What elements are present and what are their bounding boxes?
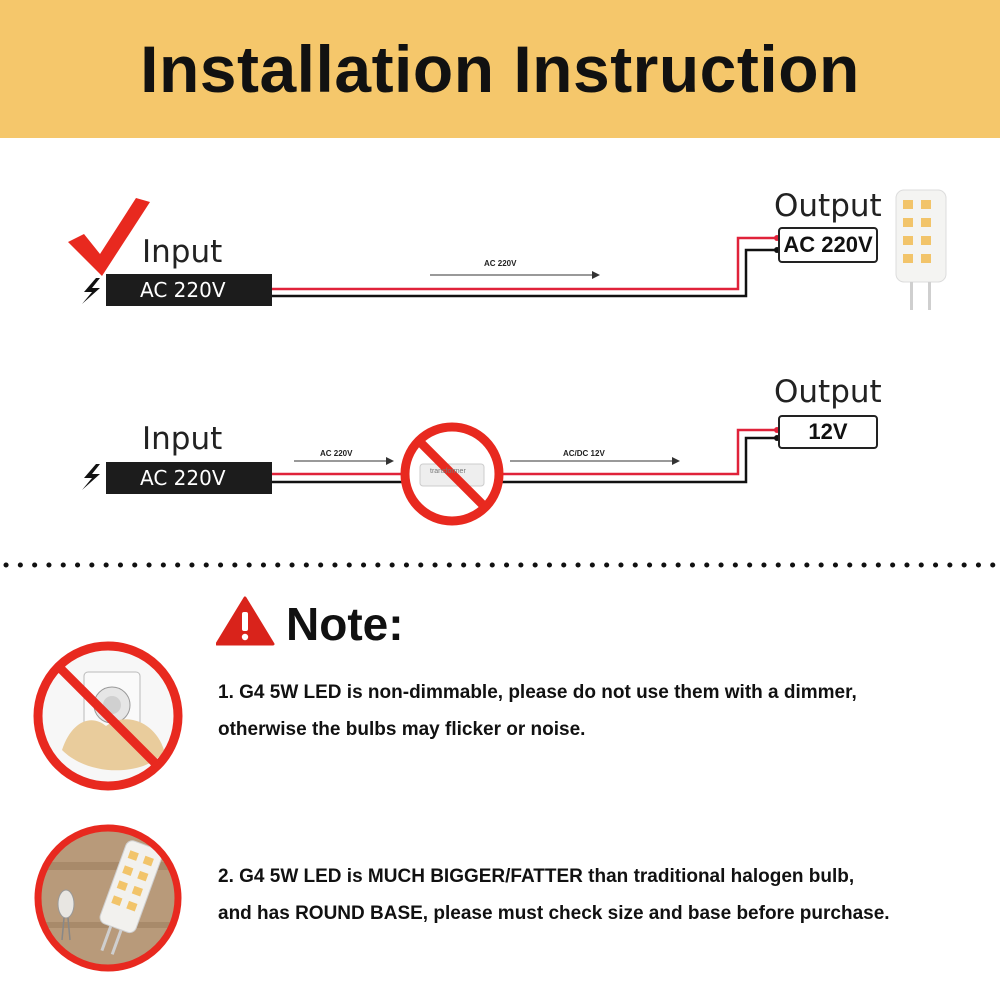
transformer-label: transformer (430, 468, 466, 475)
input-box-top: AC 220V (106, 274, 272, 306)
warning-icon (216, 596, 276, 646)
input-box-bottom: AC 220V (106, 462, 272, 494)
note-item-2-line-2: and has ROUND BASE, please must check size and base before purchase. (218, 903, 890, 924)
wire-red-top (272, 238, 778, 289)
note-item-1-line-2: otherwise the bulbs may flicker or noise. (218, 719, 586, 740)
note-item-1-line-1: 1. G4 5W LED is non-dimmable, please do not use them with a dimmer, (218, 682, 857, 703)
output-label-bottom: Output (774, 374, 882, 410)
input-label-top: Input (142, 234, 223, 270)
output-label-top: Output (774, 188, 882, 224)
size-comparison-image (32, 822, 184, 974)
output-box-top: AC 220V (778, 227, 878, 263)
lightning-icon (82, 464, 100, 490)
wire-red-bottom (500, 430, 778, 474)
wire-label-bottom-2: AC/DC 12V (563, 449, 605, 458)
wiring-diagram (0, 138, 1000, 558)
note-item-2-line-1: 2. G4 5W LED is MUCH BIGGER/FATTER than traditional halogen bulb, (218, 866, 855, 887)
wire-label-top: AC 220V (484, 259, 517, 268)
wire-label-bottom-1: AC 220V (320, 449, 353, 458)
dotted-divider (0, 560, 1000, 570)
led-bulb-icon (896, 190, 946, 310)
wire-black-bottom (500, 438, 778, 482)
checkmark-icon (68, 198, 150, 276)
output-box-bottom: 12V (778, 415, 878, 449)
lightning-icon (82, 278, 100, 304)
note-title: Note: (286, 598, 404, 650)
page-title: Installation Instruction (140, 32, 860, 106)
dimmer-prohibited-image (32, 640, 184, 792)
input-label-bottom: Input (142, 421, 223, 457)
header-banner (0, 0, 1000, 138)
